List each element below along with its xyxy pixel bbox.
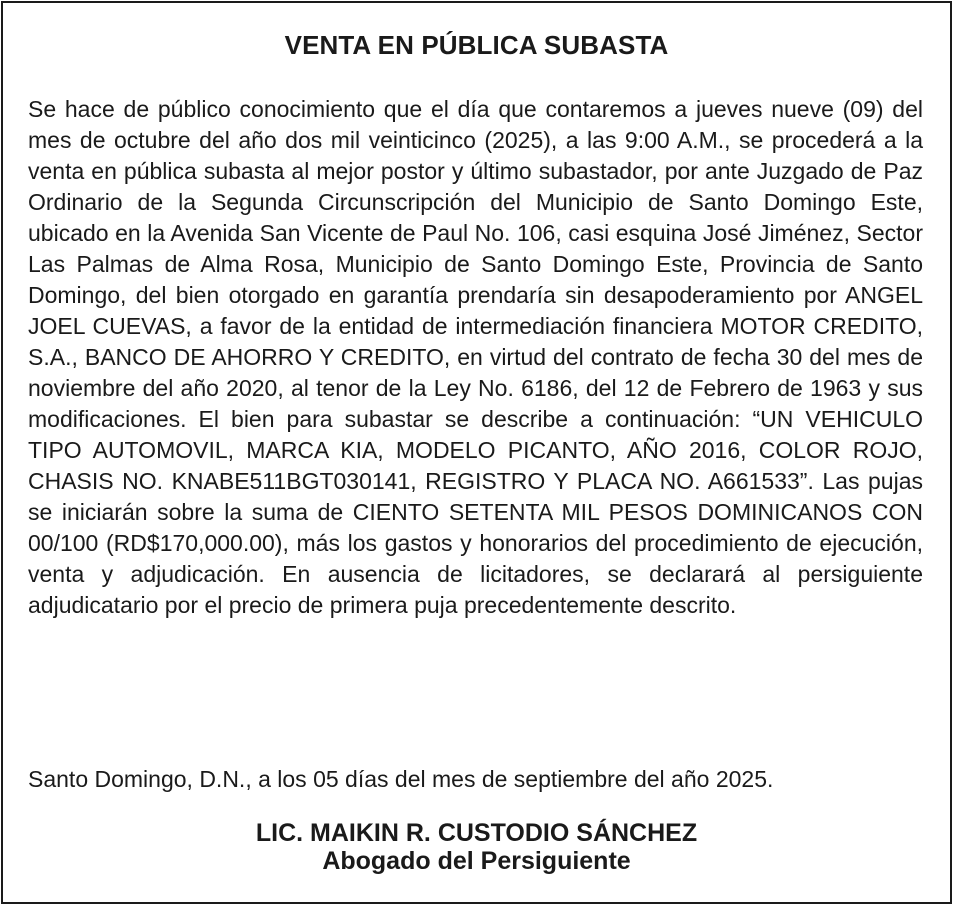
notice-body: Se hace de público conocimiento que el día que contaremos a jueves nueve (09) del mes de octubre del año dos mil veinticinco (2025), a las 9:00 A.M., se procederá a la venta en pública subasta al mejor postor y último subastador, por ante Juzgado de Paz Ordinario de la Segunda Circunscripción del Municipio de Santo Domingo Este, ubicado en la Avenida San Vicente de Paul No. 106, casi esquina José Jiménez, Sector Las Palmas de Alma Rosa, Municipio de Santo Domingo Este, Provincia de Santo Domingo, del bien otorgado en garantía prendaría sin desapoderamiento por ANGEL JOEL CUEVAS, a favor de la entidad de intermediación financiera MOTOR CREDITO, S.A., BANCO DE AHORRO Y CREDITO, en virtud del contrato de fecha 30 del mes de noviembre del año 2020, al tenor de la Ley No. 6186, del 12 de Febrero de 1963 y sus modificaciones. El bien para subastar se describe a continuación: “UN VEHICULO TIPO AUTOMOVIL, MARCA KIA, MODELO PICANTO, AÑO 2016, COLOR ROJO, CHASIS NO. KNABE511BGT030141, REGISTRO Y PLACA NO. A661533”. Las pujas se iniciarán sobre la suma de CIENTO SETENTA MIL PESOS DOMINICANOS CON 00/100 (RD$170,000.00), más los gastos y honorarios del procedimiento de ejecución, venta y adjudicación. En ausencia de licitadores, se declarará al persiguiente adjudicatario por el precio de primera puja precedentemente descrito.	[28, 96, 923, 618]
notice-date-line: Santo Domingo, D.N., a los 05 días del mes de septiembre del año 2025.	[28, 766, 774, 792]
notice-title: VENTA EN PÚBLICA SUBASTA	[284, 30, 669, 60]
auction-notice	[1, 1, 952, 904]
signer-name: LIC. MAIKIN R. CUSTODIO SÁNCHEZ	[255, 819, 698, 847]
signer-role: Abogado del Persiguiente	[322, 847, 631, 875]
signature-block	[3, 819, 950, 875]
